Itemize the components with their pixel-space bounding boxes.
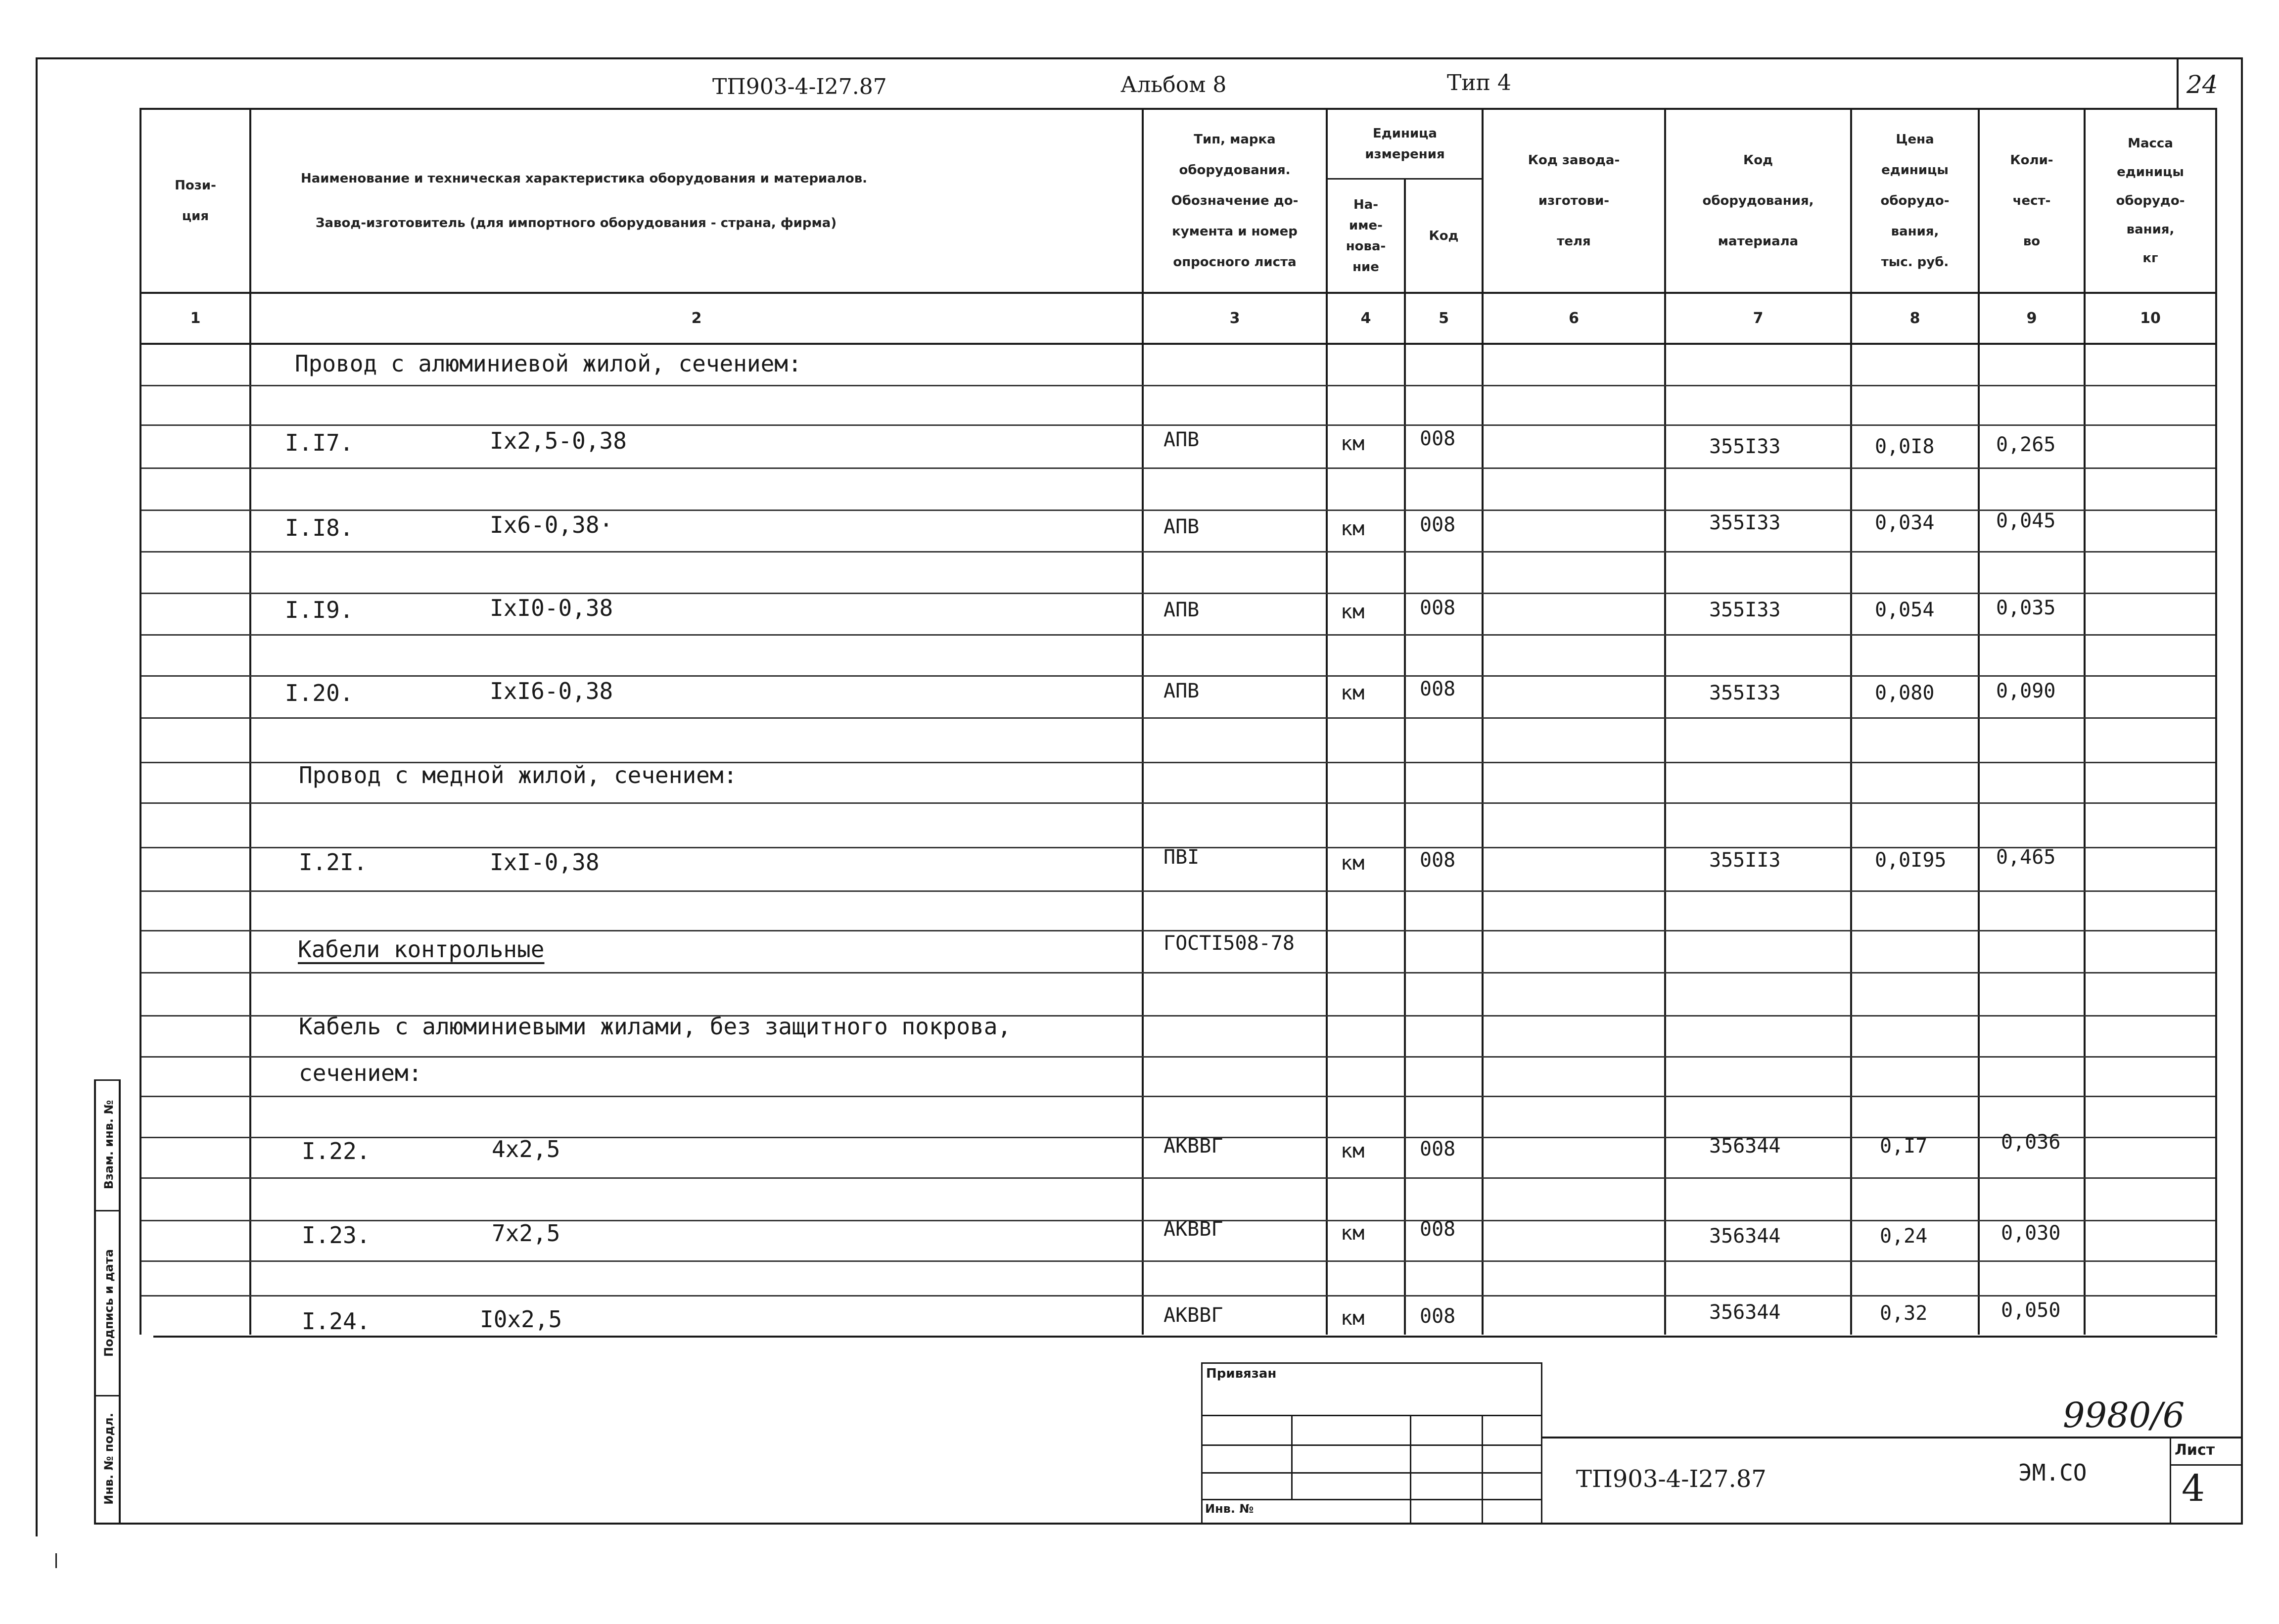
title-block-doc-code: ТП903-4-I27.87 <box>1576 1465 1767 1493</box>
row-spec: 4x2,5 <box>492 1136 560 1162</box>
row-quantity: 0,035 <box>1996 597 2056 619</box>
col-number-3: 3 <box>1229 309 1240 327</box>
row-price: 0,080 <box>1875 682 1935 704</box>
row-spec: Ix6-0,38· <box>490 511 613 538</box>
row-unit-code: 008 <box>1420 1305 1456 1328</box>
row-mark: АПВ <box>1163 599 1200 621</box>
header-type: Тип 4 <box>1447 70 1511 95</box>
row-quantity: 0,030 <box>2001 1222 2061 1245</box>
sheet-corner-number: 24 <box>2186 70 2218 99</box>
title-block-attached-label: Привязан <box>1206 1366 1277 1381</box>
title-block-inventory-label: Инв. № <box>1205 1502 1254 1516</box>
row-mark: АКВВГ <box>1163 1218 1223 1241</box>
row-unit: км <box>1341 1140 1365 1162</box>
section-heading-control-cables: Кабели контрольные <box>298 936 545 963</box>
row-equipment-code: 355II3 <box>1709 849 1781 872</box>
row-unit: км <box>1341 1222 1365 1245</box>
row-mark: АПВ <box>1163 680 1200 702</box>
title-block-sheet-label: Лист <box>2175 1441 2215 1459</box>
row-mark: АКВВГ <box>1163 1304 1223 1327</box>
row-quantity: 0,045 <box>1996 510 2056 532</box>
title-block-section: ЭМ.СО <box>2018 1459 2087 1486</box>
col-header-unit-mass: Масса единицы оборудо- вания, кг <box>2116 136 2185 266</box>
row-unit-code: 008 <box>1420 678 1456 700</box>
col-number-7: 7 <box>1753 309 1764 327</box>
row-unit: км <box>1341 517 1365 540</box>
row-price: 0,I7 <box>1880 1135 1928 1158</box>
control-cables-standard: ГОСТI508-78 <box>1163 932 1295 955</box>
stamp-replaced-inventory: Взам. инв. № <box>102 1100 116 1190</box>
section-heading-aluminium-cable: Кабель с алюминиевыми жилами, без защитного покрова, <box>299 1013 1012 1040</box>
row-unit-code: 008 <box>1420 427 1456 450</box>
section-heading-aluminium-cable-cont: сечением: <box>299 1060 422 1086</box>
row-position: I.23. <box>302 1222 371 1249</box>
col-header-unit-price: Цена единицы оборудо- вания, тыс. руб. <box>1880 132 1950 270</box>
row-equipment-code: 355I33 <box>1709 599 1781 621</box>
row-quantity: 0,265 <box>1996 433 2056 456</box>
row-price: 0,034 <box>1875 511 1935 534</box>
row-equipment-code: 355I33 <box>1709 435 1781 458</box>
col-header-position: Пози- ция <box>175 178 216 224</box>
stamp-signature-date: Подпись и дата <box>102 1249 116 1357</box>
row-unit: км <box>1341 852 1365 875</box>
col-number-4: 4 <box>1360 309 1371 327</box>
row-price: 0,0I95 <box>1875 849 1947 872</box>
col-number-9: 9 <box>2026 309 2037 327</box>
row-quantity: 0,465 <box>1996 846 2056 869</box>
stamp-original-inventory: Инв. № подл. <box>102 1413 116 1505</box>
row-position: I.I8. <box>285 514 354 541</box>
row-mark: АКВВГ <box>1163 1135 1223 1158</box>
row-quantity: 0,090 <box>1996 680 2056 702</box>
col-header-description-line1: Наименование и техническая характеристика оборудования и материалов. <box>301 171 868 186</box>
col-header-equipment-code: Код оборудования, материала <box>1702 153 1814 249</box>
row-price: 0,32 <box>1880 1302 1928 1325</box>
row-unit-code: 008 <box>1420 1218 1456 1241</box>
row-price: 0,0I8 <box>1875 435 1935 458</box>
col-header-plant-code: Код завода- изготови- теля <box>1528 153 1620 249</box>
row-equipment-code: 355I33 <box>1709 682 1781 704</box>
row-spec: 7x2,5 <box>492 1220 560 1247</box>
handwritten-number: 9980/6 <box>2063 1395 2185 1436</box>
col-header-quantity: Коли- чест- во <box>2010 153 2053 249</box>
row-unit-code: 008 <box>1420 849 1456 872</box>
col-header-unit-group: Единица измерения <box>1365 126 1445 162</box>
row-position: I.I7. <box>285 429 354 456</box>
col-number-10: 10 <box>2140 309 2161 327</box>
row-position: I.20. <box>285 680 354 706</box>
row-spec: IxI6-0,38 <box>490 678 613 704</box>
col-header-unit-code: Код <box>1429 229 1459 243</box>
col-header-unit-name: На- име- нова- ние <box>1346 197 1386 275</box>
row-unit: км <box>1341 432 1365 455</box>
row-equipment-code: 356344 <box>1709 1135 1781 1158</box>
row-spec: IxI0-0,38 <box>490 595 613 621</box>
row-spec: IxI-0,38 <box>490 849 600 876</box>
section-heading-aluminium-wire: Провод с алюминиевой жилой, сечением: <box>295 350 802 377</box>
col-header-description <box>251 110 1142 292</box>
row-position: I.2I. <box>299 849 368 876</box>
row-equipment-code: 355I33 <box>1709 511 1781 534</box>
row-unit-code: 008 <box>1420 1138 1456 1160</box>
col-header-description-line2: Завод-изготовитель (для импортного оборудования - страна, фирма) <box>316 216 837 231</box>
header-doc-code: ТП903-4-I27.87 <box>712 74 887 99</box>
row-position: I.I9. <box>285 597 354 623</box>
title-block-sheet-number: 4 <box>2182 1467 2205 1510</box>
row-unit-code: 008 <box>1420 597 1456 619</box>
row-unit: км <box>1341 601 1365 623</box>
row-quantity: 0,050 <box>2001 1299 2061 1322</box>
row-unit-code: 008 <box>1420 513 1456 536</box>
col-number-5: 5 <box>1439 309 1449 327</box>
row-equipment-code: 356344 <box>1709 1225 1781 1248</box>
row-spec: I0x2,5 <box>480 1306 562 1333</box>
row-mark: АПВ <box>1163 428 1200 451</box>
section-heading-copper-wire: Провод с медной жилой, сечением: <box>299 762 738 789</box>
header-album: Альбом 8 <box>1120 72 1227 97</box>
row-price: 0,24 <box>1880 1225 1928 1248</box>
col-number-1: 1 <box>190 309 201 327</box>
row-mark: АПВ <box>1163 515 1200 538</box>
col-header-type-mark: Тип, марка оборудования. Обозначение до- кумента и номер опросного листа <box>1171 132 1299 270</box>
row-unit: км <box>1341 1307 1365 1330</box>
row-quantity: 0,036 <box>2001 1131 2061 1154</box>
row-unit: км <box>1341 682 1365 704</box>
row-equipment-code: 356344 <box>1709 1301 1781 1324</box>
col-number-2: 2 <box>691 309 702 327</box>
row-position: I.24. <box>302 1308 371 1335</box>
row-mark: ПВI <box>1163 846 1200 869</box>
row-position: I.22. <box>302 1138 371 1164</box>
col-number-6: 6 <box>1569 309 1579 327</box>
col-number-8: 8 <box>1909 309 1920 327</box>
row-price: 0,054 <box>1875 599 1935 621</box>
row-spec: Ix2,5-0,38 <box>490 427 627 454</box>
